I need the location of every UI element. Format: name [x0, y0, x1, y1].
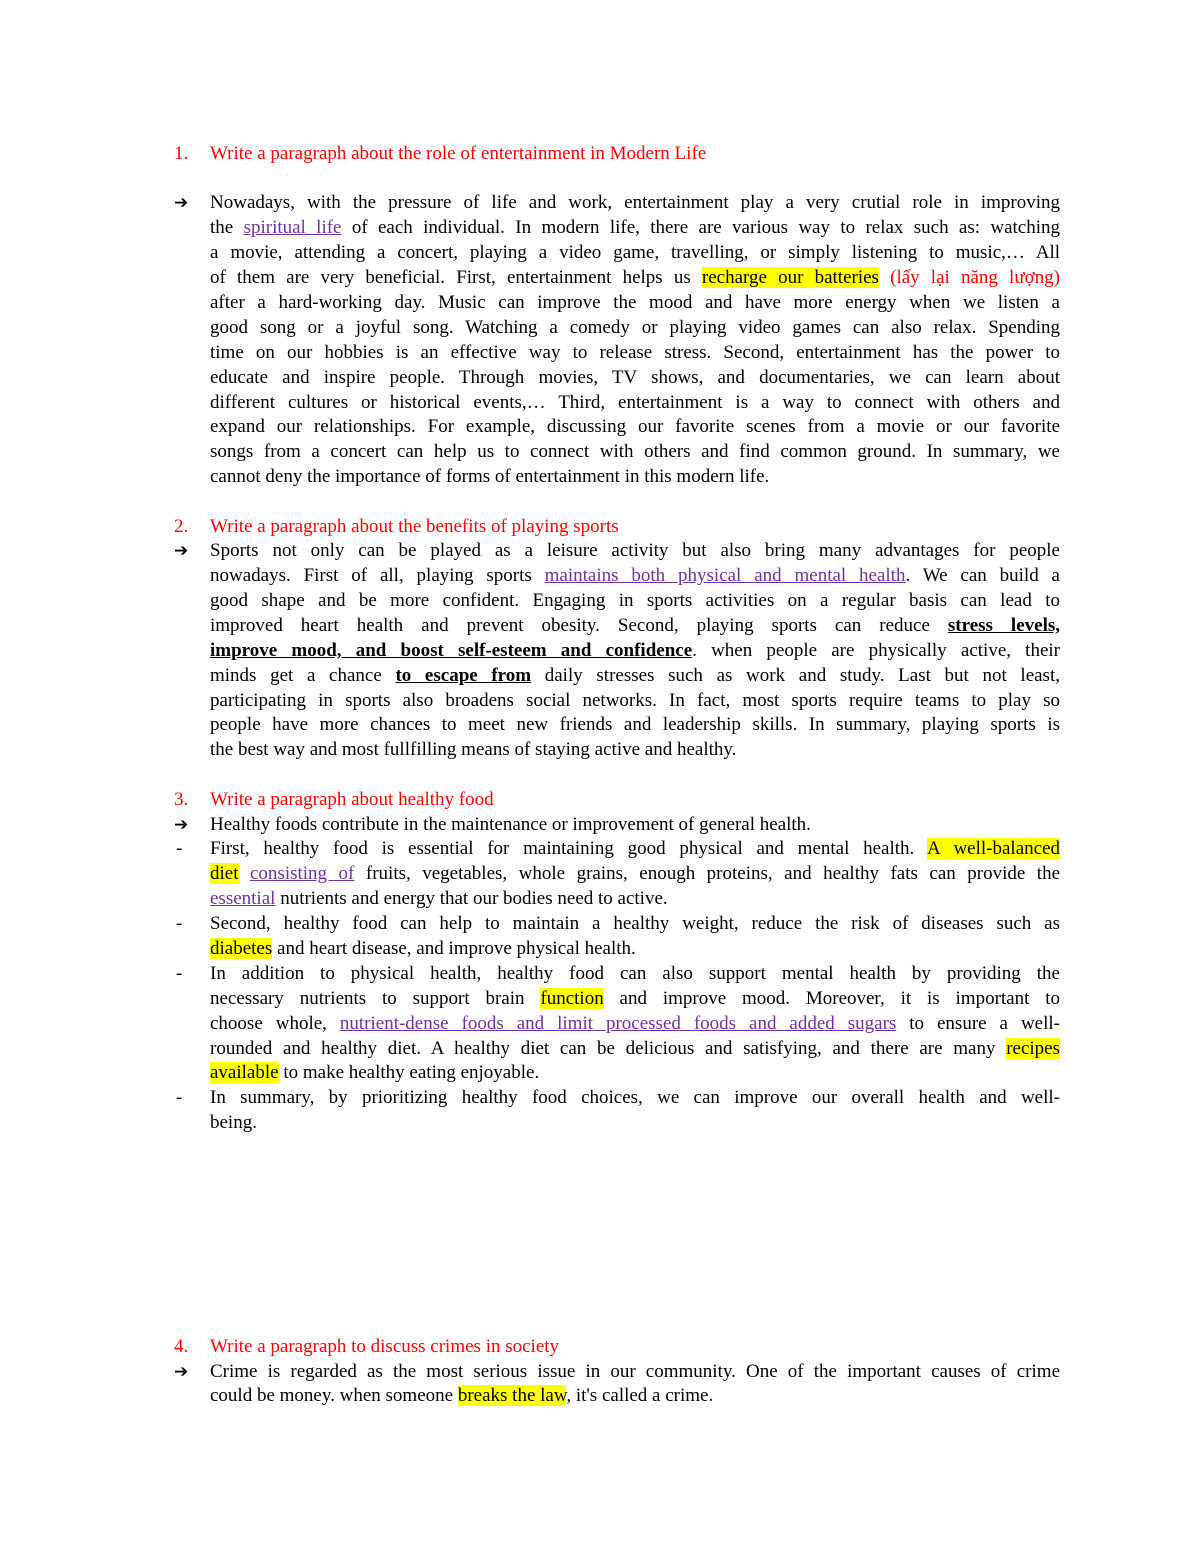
section-1-heading: Write a paragraph about the role of entertainment in Modern Life — [210, 143, 707, 164]
bullet-dash: - — [176, 963, 183, 984]
s2-line: good shape and be more confident. Engaging in sports activities on a regular basis can lead to — [210, 590, 1060, 611]
s1-line: expand our relationships. For example, discussing our favorite scenes from a movie or our favorite — [210, 416, 1060, 437]
right-arrow-icon: ➔ — [174, 815, 189, 835]
s3-line: being. — [210, 1112, 257, 1133]
s2-line: nowadays. First of all, playing sports maintains both physical and mental health. We can build a — [210, 565, 1060, 586]
s3-line: available to make healthy eating enjoyable. — [210, 1062, 540, 1083]
section-4-number: 4. — [174, 1336, 189, 1357]
s3-line: choose whole, nutrient-dense foods and limit processed foods and added sugars to ensure a well- — [210, 1013, 1060, 1034]
section-3-heading: Write a paragraph about healthy food — [210, 789, 494, 810]
section-2-heading: Write a paragraph about the benefits of playing sports — [210, 516, 619, 537]
highlight: A well-balanced — [927, 838, 1060, 859]
s3-line: Second, healthy food can help to maintain a healthy weight, reduce the risk of diseases such as — [210, 913, 1060, 934]
s1-line: good song or a joyful song. Watching a comedy or playing video games can also relax. Spending — [210, 317, 1060, 338]
s1-line: Nowadays, with the pressure of life and work, entertainment play a very crutial role in improving — [210, 192, 1060, 213]
highlight: recharge our batteries — [701, 267, 879, 288]
s3-line: In addition to physical health, healthy food can also support mental health by providing the — [210, 963, 1060, 984]
section-4-heading: Write a paragraph to discuss crimes in society — [210, 1336, 560, 1357]
s2-line: minds get a chance to escape from daily stresses such as work and study. Last but not least, — [210, 665, 1060, 686]
s3-line: Healthy foods contribute in the maintenance or improvement of general health. — [210, 814, 811, 835]
s3-line: In summary, by prioritizing healthy food choices, we can improve our overall health and well- — [210, 1087, 1060, 1108]
essential-link[interactable]: essential — [210, 888, 276, 909]
bold-phrase: stress levels, — [947, 615, 1060, 636]
s1-line: a movie, attending a concert, playing a video game, travelling, or simply listening to music,… All — [210, 242, 1060, 263]
s2-line: the best way and most fullfilling means of staying active and healthy. — [210, 739, 737, 760]
highlight: recipes — [1006, 1038, 1060, 1059]
s1-line: after a hard-working day. Music can improve the mood and have more energy when we listen a — [210, 292, 1060, 313]
s2-line: Sports not only can be played as a leisure activity but also bring many advantages for people — [210, 540, 1060, 561]
s2-line: people have more chances to meet new friends and leadership skills. In summary, playing sports is — [210, 714, 1060, 735]
highlight: available — [210, 1062, 279, 1083]
bold-phrase: improve mood, and boost self-esteem and confidence — [210, 640, 693, 661]
s1-line: cannot deny the importance of forms of entertainment in this modern life. — [210, 466, 770, 487]
s3-line: rounded and healthy diet. A healthy diet can be delicious and satisfying, and there are many recipes — [210, 1038, 1060, 1059]
bullet-dash: - — [176, 838, 183, 859]
s2-line: improve mood, and boost self-esteem and confidence. when people are physically active, their — [210, 640, 1060, 661]
highlight: function — [540, 988, 604, 1009]
s3-line: diet consisting of fruits, vegetables, whole grains, enough proteins, and healthy fats can provide the — [210, 863, 1061, 884]
s3-line: diabetes and heart disease, and improve physical health. — [210, 938, 636, 959]
s1-line: different cultures or historical events,… Third, entertainment is a way to connect with others and — [210, 392, 1060, 413]
spiritual-life-link[interactable]: spiritual life — [243, 217, 342, 238]
s1-line: educate and inspire people. Through movies, TV shows, and documentaries, we can learn about — [210, 367, 1060, 388]
bold-phrase: to escape from — [395, 665, 532, 686]
highlight: diet — [210, 863, 239, 884]
s1-line: songs from a concert can help us to connect with others and find common ground. In summary, we — [210, 441, 1060, 462]
right-arrow-icon: ➔ — [174, 1362, 189, 1382]
s2-line: improved heart health and prevent obesity. Second, playing sports can reduce stress levels, — [210, 615, 1060, 636]
s3-line: First, healthy food is essential for maintaining good physical and mental health. A well-balanced — [210, 838, 1060, 859]
bullet-dash: - — [176, 1087, 183, 1108]
section-3-number: 3. — [174, 789, 189, 810]
right-arrow-icon: ➔ — [174, 193, 189, 213]
highlight: diabetes — [210, 938, 273, 959]
s3-line: essential nutrients and energy that our bodies need to active. — [210, 888, 668, 909]
section-1-number: 1. — [174, 143, 189, 164]
section-2-number: 2. — [174, 516, 189, 537]
consisting-of-link[interactable]: consisting of — [250, 863, 355, 884]
s3-line: necessary nutrients to support brain function and improve mood. Moreover, it is important to — [210, 988, 1061, 1009]
s1-line: time on our hobbies is an effective way to release stress. Second, entertainment has the power to — [210, 342, 1060, 363]
s1-line: of them are very beneficial. First, entertainment helps us recharge our batteries (lấy lại năng lượng) — [210, 267, 1061, 288]
s4-line: could be money. when someone breaks the law, it's called a crime. — [210, 1385, 714, 1406]
nutrient-dense-link[interactable]: nutrient-dense foods and limit processed foods and added sugars — [339, 1013, 897, 1034]
s4-line: Crime is regarded as the most serious issue in our community. One of the important causes of crime — [210, 1361, 1060, 1382]
bullet-dash: - — [176, 913, 183, 934]
physical-mental-health-link[interactable]: maintains both physical and mental health — [544, 565, 906, 586]
s2-line: participating in sports also broadens social networks. In fact, most sports require teams to play so — [210, 690, 1060, 711]
s1-line: the spiritual life of each individual. In modern life, there are various way to relax such as: watching — [210, 217, 1061, 238]
highlight: breaks the law — [457, 1385, 567, 1406]
right-arrow-icon: ➔ — [174, 541, 189, 561]
vietnamese-note: (lấy lại năng lượng) — [878, 267, 1061, 288]
